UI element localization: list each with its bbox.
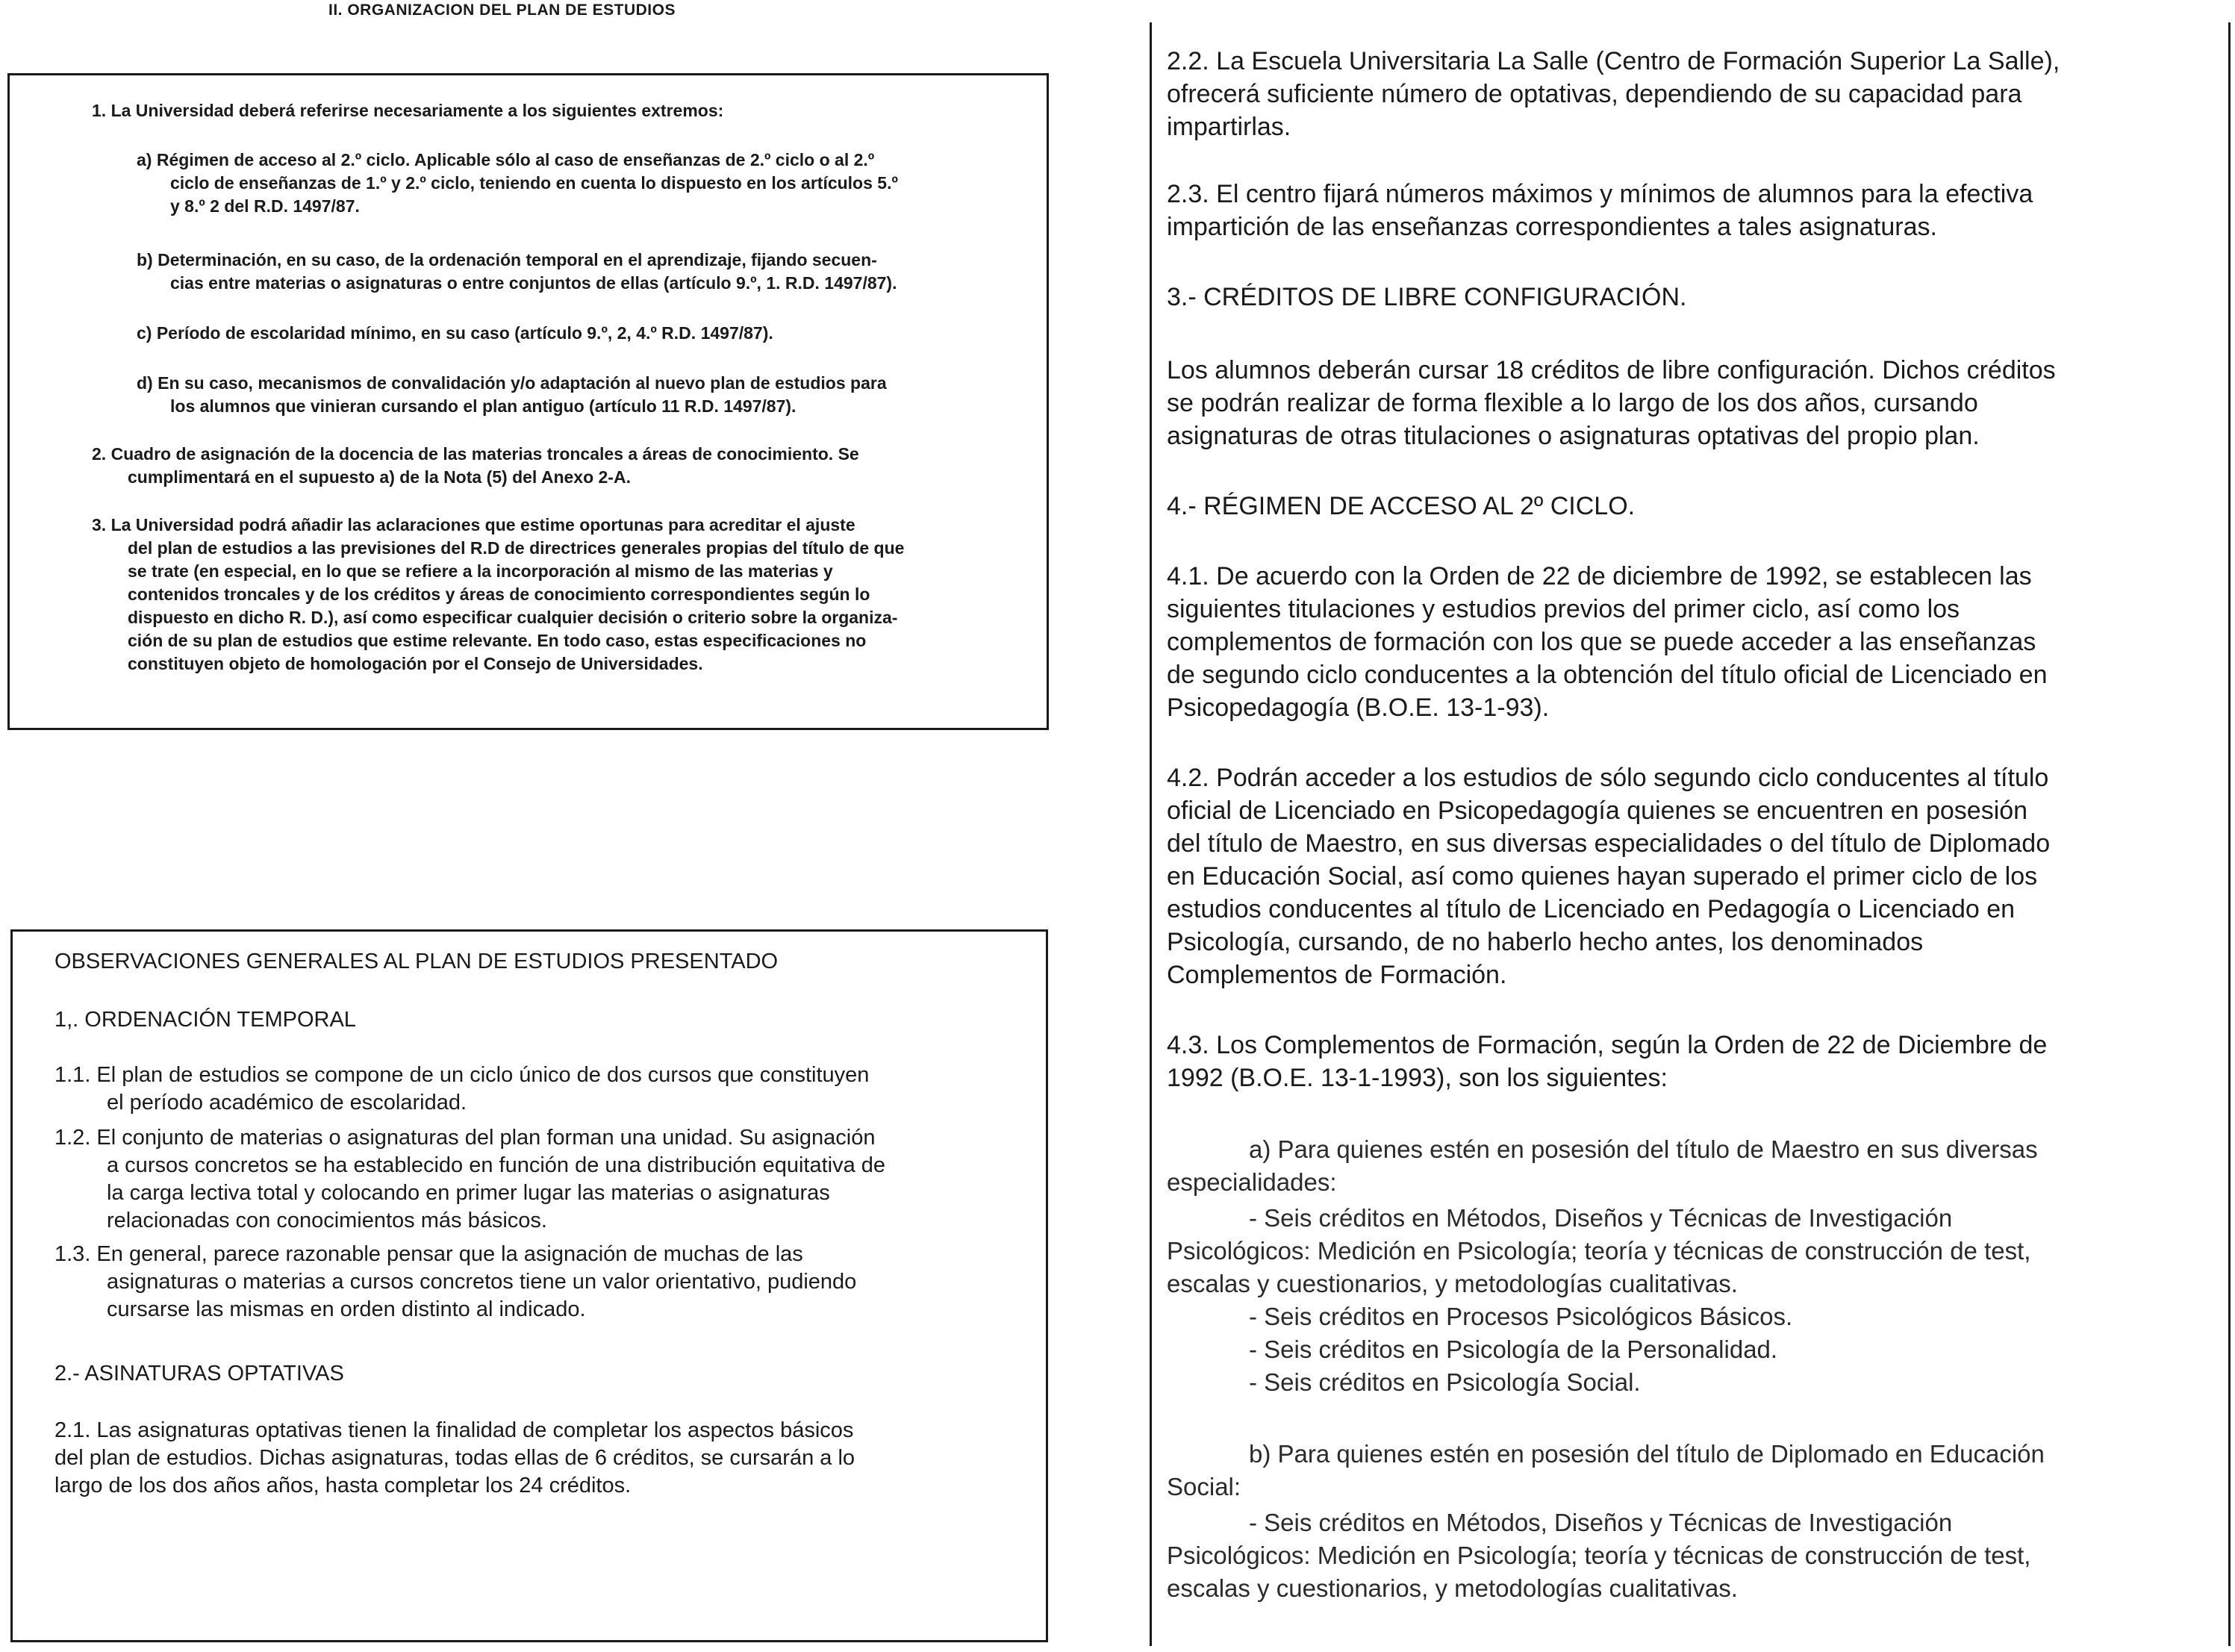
item-d-line-1: d) En su caso, mecanismos de convalidación y/o adaptación al nuevo plan de estudios para: [137, 373, 887, 393]
para-4-2-line-1: 4.2. Podrán acceder a los estudios de sólo segundo ciclo conducentes al título: [1167, 764, 2049, 792]
para-4-2-line-5: estudios conducentes al título de Licenciado en Pedagogía o Licenciado en: [1167, 895, 2016, 923]
section-1-heading: 1,. ORDENACIÓN TEMPORAL: [54, 1008, 356, 1032]
para-3-line-1: Los alumnos deberán cursar 18 créditos de libre configuración. Dichos créditos: [1167, 356, 2056, 384]
para-1-2-line-2: a cursos concretos se ha establecido en función de una distribución equitativa de: [107, 1153, 886, 1177]
para-a-item-1-cont-1: Psicológicos: Medición en Psicología; teoría y técnicas de construcción de test,: [1167, 1237, 2031, 1265]
para-1-3-line-1: 1.3. En general, parece razonable pensar que la asignación de muchas de las: [54, 1242, 803, 1266]
para-2-1-line-1: 2.1. Las asignaturas optativas tienen la finalidad de completar los aspectos básicos: [54, 1418, 854, 1442]
para-4-2-line-7: Complementos de Formación.: [1167, 961, 1507, 989]
para-a-item-1-cont-2: escalas y cuestionarios, y metodologías cualitativas.: [1167, 1270, 1738, 1297]
item-3-line-4: contenidos troncales y de los créditos y áreas de conocimiento correspondientes según lo: [128, 585, 870, 604]
section-heading: II. ORGANIZACION DEL PLAN DE ESTUDIOS: [328, 1, 676, 19]
item-3-line-3: se trate (en especial, en lo que se refiere a la incorporación al mismo de las materias y: [128, 561, 833, 581]
para-1-1-line-1: 1.1. El plan de estudios se compone de un ciclo único de dos cursos que constituyen: [54, 1063, 870, 1087]
item-3-line-6: ción de su plan de estudios que estime relevante. En todo caso, estas especificaciones no: [128, 631, 867, 650]
para-4-1-line-5: Psicopedagogía (B.O.E. 13-1-93).: [1167, 693, 1550, 722]
item-3-line-5: dispuesto en dicho R. D.), así como especificar cualquier decisión o criterio sobre la organiza-: [128, 608, 898, 627]
para-4-2-line-3: del título de Maestro, en sus diversas especialidades o del título de Diplomado: [1167, 829, 2051, 858]
para-2-1-line-3: largo de los dos años años, hasta completar los 24 créditos.: [54, 1474, 632, 1497]
para-4-1-line-3: complementos de formación con los que se puede acceder a las enseñanzas: [1167, 628, 2036, 656]
para-a-line-1: a) Para quienes estén en posesión del título de Maestro en sus diversas: [1249, 1135, 2038, 1163]
para-2-3-line-1: 2.3. El centro fijará números máximos y mínimos de alumnos para la efectiva: [1167, 180, 2033, 208]
para-4-3-line-1: 4.3. Los Complementos de Formación, según la Orden de 22 de Diciembre de: [1167, 1031, 2048, 1059]
item-a-line-2: ciclo de enseñanzas de 1.º y 2.º ciclo, teniendo en cuenta lo dispuesto en los artículos 5.º: [170, 173, 898, 193]
item-b-line-2: cias entre materias o asignaturas o entre conjuntos de ellas (artículo 9.º, 1. R.D. 1497/87).: [170, 273, 897, 293]
observations-title: OBSERVACIONES GENERALES AL PLAN DE ESTUDIOS PRESENTADO: [54, 950, 779, 973]
item-b-line-1: b) Determinación, en su caso, de la ordenación temporal en el aprendizaje, fijando secuen-: [137, 250, 877, 269]
item-3-line-2: del plan de estudios a las previsiones del R.D de directrices generales propias del título de que: [128, 538, 905, 558]
item-a-line-1: a) Régimen de acceso al 2.º ciclo. Aplicable sólo al caso de enseñanzas de 2.º ciclo o al 2.º: [137, 150, 875, 169]
para-1-2-line-3: la carga lectiva total y colocando en primer lugar las materias o asignaturas: [107, 1181, 830, 1205]
para-1-3-line-2: asignaturas o materias a cursos concretos tiene un valor orientativo, pudiendo: [107, 1270, 857, 1294]
para-2-3-line-2: impartición de las enseñanzas correspondientes a tales asignaturas.: [1167, 213, 1937, 241]
para-1-2-line-4: relacionadas con conocimientos más básicos.: [107, 1209, 547, 1232]
para-3-line-3: asignaturas de otras titulaciones o asignaturas optativas del propio plan.: [1167, 422, 1980, 450]
para-a-line-2: especialidades:: [1167, 1168, 1337, 1196]
para-b-line-2: Social:: [1167, 1473, 1241, 1500]
para-1-2-line-1: 1.2. El conjunto de materias o asignaturas del plan forman una unidad. Su asignación: [54, 1126, 876, 1150]
para-a-item-1: - Seis créditos en Métodos, Diseños y Técnicas de Investigación: [1249, 1204, 1953, 1232]
para-1-1-line-2: el período académico de escolaridad.: [107, 1091, 467, 1115]
item-d-line-2: los alumnos que vinieran cursando el plan antiguo (artículo 11 R.D. 1497/87).: [170, 396, 797, 416]
para-4-2-line-6: Psicología, cursando, de no haberlo hecho antes, los denominados: [1167, 928, 1924, 956]
right-column: [1150, 22, 2231, 1646]
item-1: 1. La Universidad deberá referirse necesariamente a los siguientes extremos:: [92, 101, 724, 120]
item-3-line-7: constituyen objeto de homologación por el Consejo de Universidades.: [128, 654, 703, 673]
para-b-item-1-cont-1: Psicológicos: Medición en Psicología; teoría y técnicas de construcción de test,: [1167, 1542, 2031, 1569]
para-4-1-line-4: de segundo ciclo conducentes a la obtención del título oficial de Licenciado en: [1167, 661, 2048, 689]
para-2-2-line-1: 2.2. La Escuela Universitaria La Salle (Centro de Formación Superior La Salle),: [1167, 47, 2060, 75]
para-3-line-2: se podrán realizar de forma flexible a lo largo de los dos años, cursando: [1167, 389, 1978, 417]
item-c: c) Período de escolaridad mínimo, en su caso (artículo 9.º, 2, 4.º R.D. 1497/87).: [137, 323, 773, 343]
section-4-heading: 4.- RÉGIMEN DE ACCESO AL 2º CICLO.: [1167, 492, 1636, 520]
section-2-heading: 2.- ASINATURAS OPTATIVAS: [54, 1362, 344, 1386]
para-1-3-line-3: cursarse las mismas en orden distinto al indicado.: [107, 1297, 586, 1321]
para-b-item-1-cont-2: escalas y cuestionarios, y metodologías cualitativas.: [1167, 1574, 1738, 1602]
para-4-2-line-2: oficial de Licenciado en Psicopedagogía quienes se encuentren en posesión: [1167, 797, 2028, 825]
item-2-line-2: cumplimentará en el supuesto a) de la Nota (5) del Anexo 2-A.: [128, 467, 631, 487]
para-4-1-line-1: 4.1. De acuerdo con la Orden de 22 de diciembre de 1992, se establecen las: [1167, 562, 2032, 590]
para-4-2-line-4: en Educación Social, así como quienes hayan superado el primer ciclo de los: [1167, 862, 2038, 891]
item-2-line-1: 2. Cuadro de asignación de la docencia de las materias troncales a áreas de conocimiento. Se: [92, 444, 859, 464]
item-3-line-1: 3. La Universidad podrá añadir las aclaraciones que estime oportunas para acreditar el ajuste: [92, 515, 855, 534]
para-4-1-line-2: siguientes titulaciones y estudios previos del primer ciclo, así como los: [1167, 595, 1960, 623]
section-3-heading: 3.- CRÉDITOS DE LIBRE CONFIGURACIÓN.: [1167, 283, 1687, 311]
para-2-1-line-2: del plan de estudios. Dichas asignaturas, todas ellas de 6 créditos, se cursarán a lo: [54, 1446, 855, 1470]
para-2-2-line-3: impartirlas.: [1167, 113, 1291, 141]
para-a-item-2: - Seis créditos en Procesos Psicológicos Básicos.: [1249, 1303, 1793, 1330]
item-a-line-3: y 8.º 2 del R.D. 1497/87.: [170, 196, 360, 216]
observations-box: [10, 929, 1048, 1642]
para-b-line-1: b) Para quienes estén en posesión del título de Diplomado en Educación: [1249, 1440, 2045, 1468]
para-2-2-line-2: ofrecerá suficiente número de optativas, dependiendo de su capacidad para: [1167, 80, 2022, 108]
para-a-item-3: - Seis créditos en Psicología de la Personalidad.: [1249, 1335, 1778, 1363]
para-b-item-1: - Seis créditos en Métodos, Diseños y Técnicas de Investigación: [1249, 1509, 1953, 1536]
para-4-3-line-2: 1992 (B.O.E. 13-1-1993), son los siguientes:: [1167, 1064, 1668, 1092]
instructions-box: [7, 73, 1049, 730]
para-a-item-4: - Seis créditos en Psicología Social.: [1249, 1368, 1641, 1396]
